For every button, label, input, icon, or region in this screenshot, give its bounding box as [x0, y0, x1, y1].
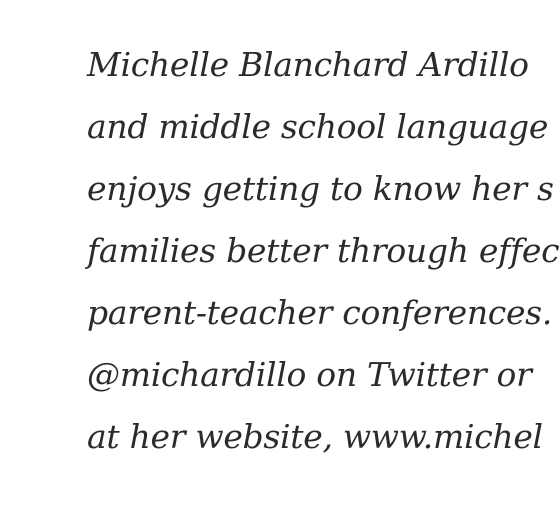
- bio-line-6: @michardillo on Twitter or: [87, 355, 532, 394]
- bio-line-5: parent-teacher conferences.: [87, 293, 553, 332]
- bio-line-3: enjoys getting to know her s: [87, 169, 554, 208]
- bio-line-1: Michelle Blanchard Ardillo: [87, 45, 529, 84]
- bio-line-4: families better through effec: [87, 231, 559, 270]
- bio-line-7: at her website, www.michel: [87, 417, 543, 456]
- author-bio-paragraph: [87, 34, 559, 468]
- bio-line-2: and middle school language: [87, 107, 549, 146]
